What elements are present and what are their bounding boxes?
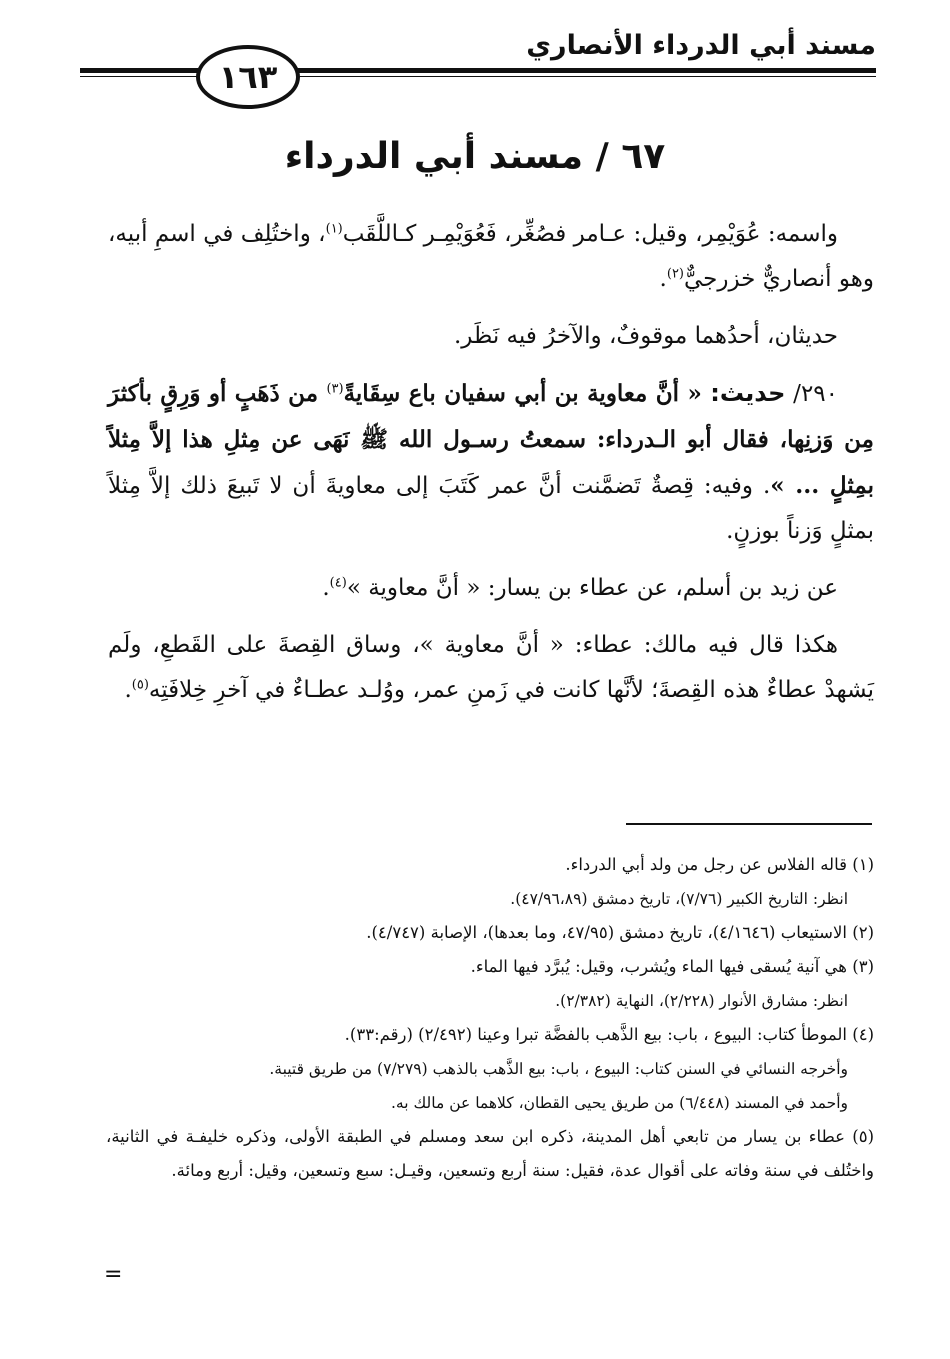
page-number: ١٦٣ xyxy=(218,58,278,96)
page-number-badge xyxy=(196,45,300,109)
hadith-commentary: . وفيه: قِصةٌ تَضمَّنت أنَّ عمر كَتَبَ إلى معاويةَ أن لا تَبيعَ ذلك إلاَّ مِثلاً بمثلٍ وَزناً بوزنٍ. xyxy=(108,473,874,544)
paragraph-hadith xyxy=(108,371,874,554)
footnote-3: (٣) هي آنية يُسقى فيها الماء ويُشرب، وقيل: يُبرَّد فيها الماء. xyxy=(470,957,874,976)
footnote-ref: (٥) xyxy=(131,677,149,693)
section-title: ٦٧ / مسند أبي الدرداء xyxy=(284,136,666,177)
footnote-5: (٥) عطاء بن يسار من تابعي أهل المدينة، ذكره ابن سعد ومسلم في الطبقة الأولى، وذكره خليفـة في الثانية، واختُلف في سنة وفاته على أقوال عدة، فقيل: سنة أربع وتسعين، وقيـل: سبع وتسعين، وقيل: أربع ومائة. xyxy=(106,1127,874,1180)
footnote-2: (٢) الاستيعاب (٤/١٦٤٦)، تاريخ دمشق (٤٧/٩٥، وما بعدها)، الإصابة (٤/٧٤٧). xyxy=(366,923,874,942)
footnote-3-source: انظر: مشارق الأنوار (٢/٢٢٨)، النهاية (٢/٣٨٢). xyxy=(555,992,848,1010)
footnote-ref: (٢) xyxy=(666,266,684,282)
footnote-4: (٤) الموطأ كتاب: البيوع ، باب: بيع الذَّهب بالفضَّة تبرا وعينا (٢/٤٩٢) (رقم:٣٣). xyxy=(344,1025,874,1044)
paragraph-name xyxy=(108,212,874,302)
footnote-4-source-1: وأخرجه النسائي في السنن كتاب: البيوع ، باب: بيع الذَّهب بالذهب (٧/٢٧٩) من طريق قتيبة. xyxy=(269,1060,848,1078)
body-text xyxy=(108,212,874,725)
hadith-text: من ذَهَبٍ أو وَرِقٍ بأكثرَ مِن وَزنِها، فقال أبو الـدرداء: سمعتُ رسـول الله ﷺ نَهَى عن مِثلِ هذا إلاَّ مِثلاً بمِثلٍ ... » xyxy=(108,380,874,499)
footnote-1-source: انظر: التاريخ الكبير (٧/٧٦)، تاريخ دمشق (٤٧/٩٦،٨٩). xyxy=(510,890,848,908)
footnote-ref: (٣) xyxy=(326,381,344,397)
continuation-mark: = xyxy=(104,1262,123,1287)
running-title: مسند أبي الدرداء الأنصاري xyxy=(526,30,876,61)
footnote-4-source-2: وأحمد في المسند (٦/٤٤٨) من طريق يحيى القطان، كلاهما عن مالك به. xyxy=(391,1094,848,1112)
footnotes xyxy=(106,848,874,1188)
text-span: . xyxy=(659,266,667,292)
text-span: ، واختُلِف في اسمِ أبيه، وهو أنصاريٌّ خزرجيٌّ xyxy=(108,221,874,292)
footnote-rule xyxy=(626,823,872,825)
paragraph-malik xyxy=(108,623,874,713)
text-span: . xyxy=(124,677,132,703)
footnote-ref: (٤) xyxy=(329,575,347,591)
hadith-number: ٢٩٠/ xyxy=(785,381,838,407)
text-span: . xyxy=(322,575,330,601)
text-span: عن زيد بن أسلم، عن عطاء بن يسار: « أنَّ معاوية » xyxy=(346,575,838,601)
text-span: هكذا قال فيه مالك: عطاء: « أنَّ معاوية »، وساق القِصةَ على القَطعِ، ولَم يَشهدْ عطاءٌ هذه القِصةَ؛ لأنَّها كانت في زَمنِ عمر، ووُلـد عطـاءٌ في آخرِ خِلافَتِه xyxy=(108,632,874,703)
hadith-text: « أنَّ معاوية بن أبي سفيان باع سِقَايةً xyxy=(343,380,711,407)
hadith-label: حديث: xyxy=(710,379,786,407)
paragraph-hadith-count: حديثان، أحدُهما موقوفٌ، والآخرُ فيه نَظَر. xyxy=(453,323,838,349)
footnote-ref: (١) xyxy=(325,221,343,237)
footnote-1: (١) قاله الفلاس عن رجل من ولد أبي الدرداء. xyxy=(565,855,874,874)
text-span: واسمه: عُوَيْمِر، وقيل: عـامر فصُغِّر، فَعُوَيْمِـر كـاللَّقَب xyxy=(342,221,839,247)
paragraph-isnad xyxy=(108,566,874,611)
